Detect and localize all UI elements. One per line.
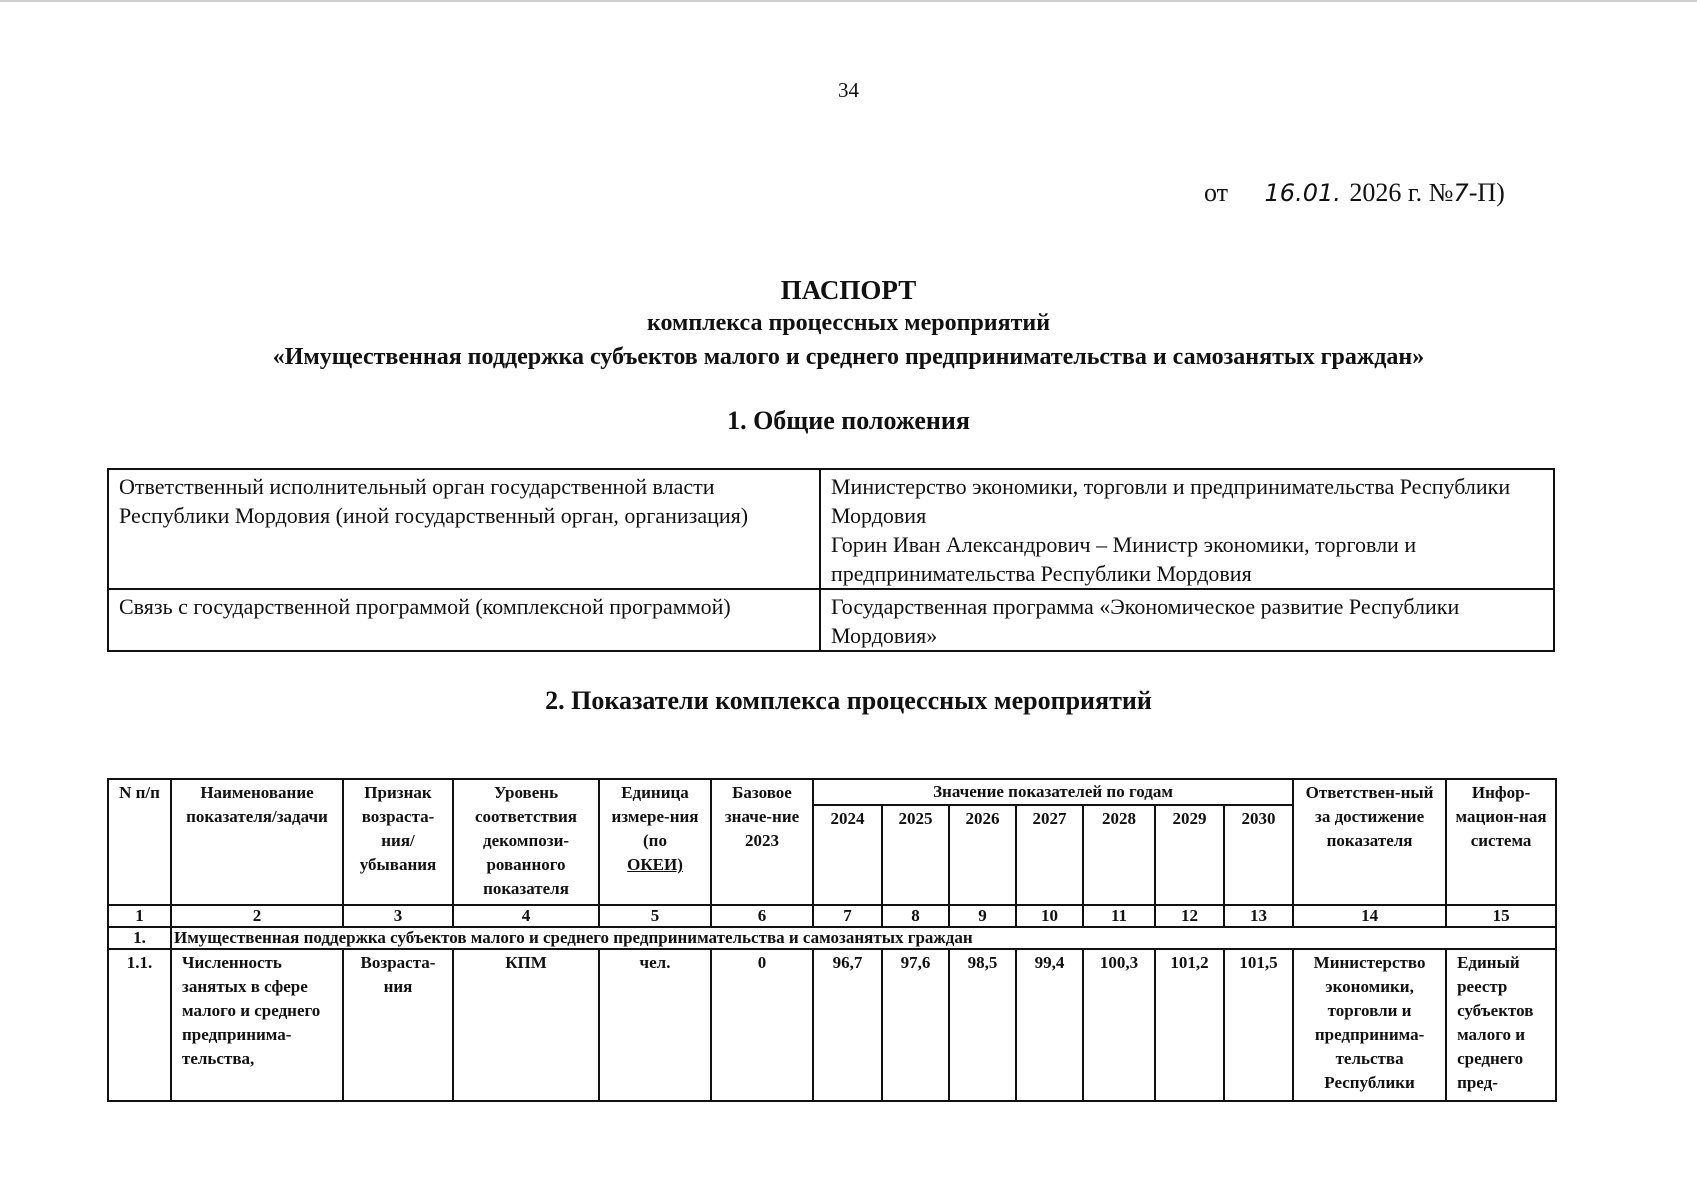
column-number: 3 — [343, 905, 453, 927]
header-base: Базовое значе-ние 2023 — [711, 779, 813, 905]
table-row — [108, 949, 1556, 1101]
handwritten-number: 7 — [1453, 179, 1469, 207]
ministry-name: Министерство экономики, торговли и предпринимательства Республики Мордовия — [831, 474, 1511, 528]
indicator-value: 96,7 — [813, 949, 882, 1101]
header-year: 2024 — [813, 805, 882, 905]
header-years-group: Значение показателей по годам — [813, 779, 1293, 805]
header-year: 2029 — [1155, 805, 1224, 905]
section-row — [108, 927, 1556, 949]
responsible-body-value — [820, 469, 1554, 589]
column-number: 7 — [813, 905, 882, 927]
header-responsible: Ответствен-ный за достижение показателя — [1293, 779, 1446, 905]
indicator-base: 0 — [711, 949, 813, 1101]
header-unit-okei: ОКЕИ) — [627, 855, 683, 874]
section2-heading: 2. Показатели комплекса процессных мероприятий — [545, 686, 1152, 715]
column-number: 9 — [949, 905, 1016, 927]
header-year: 2026 — [949, 805, 1016, 905]
indicator-value: 97,6 — [882, 949, 949, 1101]
header-year: 2030 — [1224, 805, 1293, 905]
header-unit — [599, 779, 711, 905]
column-number: 2 — [171, 905, 343, 927]
indicator-trend: Возраста-ния — [343, 949, 453, 1101]
column-number: 13 — [1224, 905, 1293, 927]
header-year: 2028 — [1083, 805, 1155, 905]
document-subject: «Имущественная поддержка субъектов малого и среднего предпринимательства и самозанятых граждан» — [272, 344, 1425, 370]
column-number-row — [108, 905, 1556, 927]
date-suffix: -П) — [1468, 178, 1505, 207]
document-title: ПАСПОРТ — [780, 275, 917, 305]
indicators-table — [107, 778, 1557, 1102]
header-year: 2027 — [1016, 805, 1083, 905]
page-number: 34 — [838, 78, 859, 102]
indicator-value: 98,5 — [949, 949, 1016, 1101]
indicator-responsible: Министерство экономики, торговли и предпринима-тельства Республики — [1293, 949, 1446, 1101]
column-number: 5 — [599, 905, 711, 927]
header-level: Уровень соответствия декомпози-рованного показателя — [453, 779, 599, 905]
column-number: 14 — [1293, 905, 1446, 927]
indicator-info-system: Единый реестр субъектов малого и среднего пред- — [1446, 949, 1556, 1101]
document-date-line — [1204, 178, 1505, 208]
table-row — [108, 469, 1554, 589]
indicator-value: 101,2 — [1155, 949, 1224, 1101]
section-row-num: 1. — [108, 927, 171, 949]
responsible-body-label: Ответственный исполнительный орган государственной власти Республики Мордовия (иной государственный орган, организация) — [108, 469, 820, 589]
column-number: 8 — [882, 905, 949, 927]
header-info-system: Инфор-мацион-ная система — [1446, 779, 1556, 905]
column-number: 10 — [1016, 905, 1083, 927]
header-trend: Признак возраста-ния/ убывания — [343, 779, 453, 905]
program-link-label: Связь с государственной программой (комплексной программой) — [108, 589, 820, 651]
handwritten-date: 16.01. — [1264, 179, 1341, 207]
indicator-level: КПМ — [453, 949, 599, 1101]
scan-top-edge — [0, 0, 1697, 2]
header-year: 2025 — [882, 805, 949, 905]
column-number: 11 — [1083, 905, 1155, 927]
column-number: 4 — [453, 905, 599, 927]
header-row — [108, 779, 1556, 805]
indicator-name: Численность занятых в сфере малого и среднего предпринима-тельства, — [171, 949, 343, 1101]
indicator-num: 1.1. — [108, 949, 171, 1101]
date-year-text: 2026 г. № — [1349, 178, 1454, 207]
indicator-value: 99,4 — [1016, 949, 1083, 1101]
table-row — [108, 589, 1554, 651]
column-number: 6 — [711, 905, 813, 927]
minister-name: Горин Иван Александрович – Министр экономики, торговли и предпринимательства Республики Мордовия — [831, 532, 1417, 586]
column-number: 15 — [1446, 905, 1556, 927]
header-name: Наименование показателя/задачи — [171, 779, 343, 905]
section1-heading: 1. Общие положения — [727, 406, 970, 435]
indicator-value: 101,5 — [1224, 949, 1293, 1101]
document-subtitle: комплекса процессных мероприятий — [646, 310, 1051, 336]
indicator-value: 100,3 — [1083, 949, 1155, 1101]
program-name: Государственная программа «Экономическое развитие Республики Мордовия» — [831, 594, 1460, 648]
indicator-unit: чел. — [599, 949, 711, 1101]
header-num: N п/п — [108, 779, 171, 905]
header-unit-text: Единица измере-ния (по — [611, 783, 699, 850]
column-number: 12 — [1155, 905, 1224, 927]
program-link-value — [820, 589, 1554, 651]
general-provisions-table — [107, 468, 1555, 652]
section-row-title: Имущественная поддержка субъектов малого и среднего предпринимательства и самозанятых граждан — [171, 927, 1556, 949]
date-prefix: от — [1204, 178, 1229, 207]
column-number: 1 — [108, 905, 171, 927]
